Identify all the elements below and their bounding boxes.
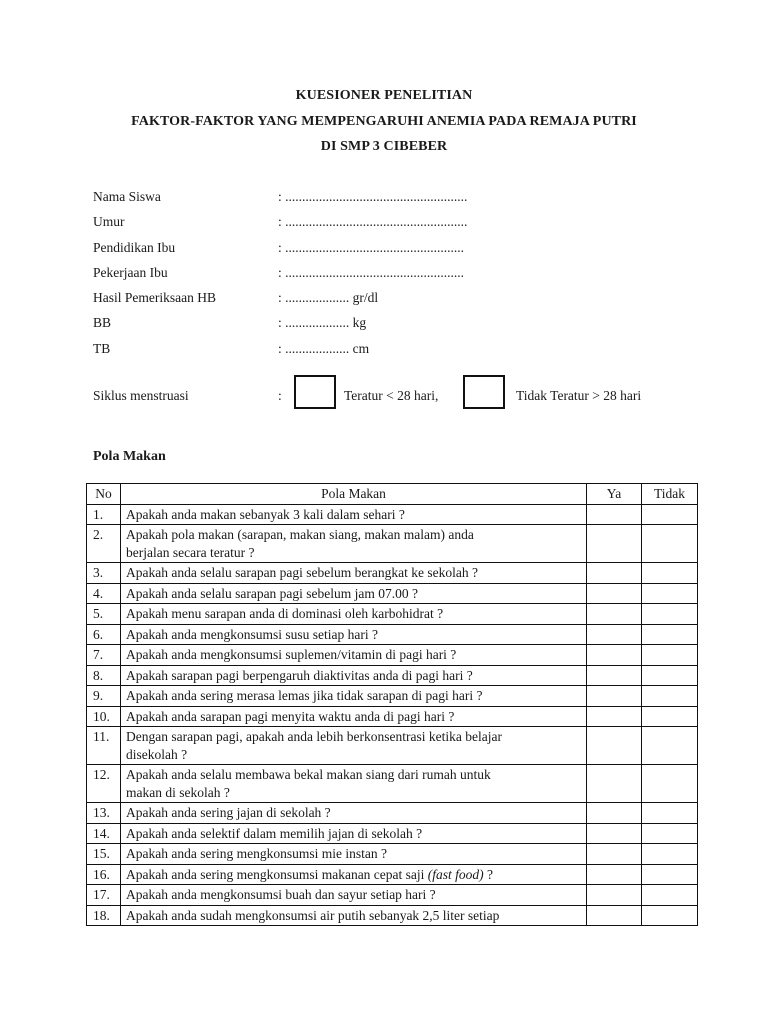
answer-ya-cell[interactable]	[587, 823, 642, 844]
header-tidak: Tidak	[642, 484, 698, 505]
question-text: Apakah anda sering jajan di sekolah ?	[121, 803, 587, 824]
question-text: Apakah anda mengkonsumsi buah dan sayur setiap hari ?	[121, 885, 587, 906]
question-text	[121, 864, 587, 885]
weight-field[interactable]: : ................... kg	[278, 315, 367, 331]
mother-occupation-field[interactable]: : .....................................................	[278, 264, 465, 280]
question-text: Apakah anda selalu sarapan pagi sebelum berangkat ke sekolah ?	[121, 563, 587, 584]
row-number: 3.	[87, 563, 121, 584]
table-row	[87, 823, 698, 844]
question-text	[121, 525, 587, 563]
question-emphasis: (fast food)	[427, 866, 484, 882]
answer-tidak-cell[interactable]	[642, 727, 698, 765]
answer-ya-cell[interactable]	[587, 864, 642, 885]
table-row	[87, 727, 698, 765]
irregular-checkbox[interactable]	[463, 375, 505, 409]
question-line: disekolah ?	[126, 746, 188, 762]
row-number: 4.	[87, 583, 121, 604]
answer-tidak-cell[interactable]	[642, 604, 698, 625]
table-row	[87, 765, 698, 803]
answer-tidak-cell[interactable]	[642, 645, 698, 666]
answer-ya-cell[interactable]	[587, 803, 642, 824]
table-row	[87, 583, 698, 604]
answer-tidak-cell[interactable]	[642, 803, 698, 824]
row-number: 1.	[87, 504, 121, 525]
table-row	[87, 624, 698, 645]
answer-tidak-cell[interactable]	[642, 563, 698, 584]
question-text: Apakah anda selalu sarapan pagi sebelum jam 07.00 ?	[121, 583, 587, 604]
answer-ya-cell[interactable]	[587, 604, 642, 625]
answer-ya-cell[interactable]	[587, 504, 642, 525]
question-text: Apakah anda makan sebanyak 3 kali dalam sehari ?	[121, 504, 587, 525]
question-line: makan di sekolah ?	[126, 784, 230, 800]
answer-tidak-cell[interactable]	[642, 583, 698, 604]
answer-ya-cell[interactable]	[587, 765, 642, 803]
answer-ya-cell[interactable]	[587, 665, 642, 686]
answer-ya-cell[interactable]	[587, 563, 642, 584]
field-label: TB	[93, 340, 111, 356]
answer-tidak-cell[interactable]	[642, 686, 698, 707]
question-text: Apakah menu sarapan anda di dominasi oleh karbohidrat ?	[121, 604, 587, 625]
table-row	[87, 525, 698, 563]
question-line: Apakah anda selalu membawa bekal makan siang dari rumah untuk	[126, 767, 491, 782]
question-text: Apakah sarapan pagi berpengaruh diaktivitas anda di pagi hari ?	[121, 665, 587, 686]
table-row	[87, 645, 698, 666]
colon: :	[278, 388, 282, 403]
table-row	[87, 504, 698, 525]
irregular-option-label: Tidak Teratur > 28 hari	[516, 388, 642, 403]
answer-tidak-cell[interactable]	[642, 504, 698, 525]
row-number: 8.	[87, 665, 121, 686]
answer-ya-cell[interactable]	[587, 645, 642, 666]
row-number: 13.	[87, 803, 121, 824]
answer-ya-cell[interactable]	[587, 905, 642, 926]
row-number: 16.	[87, 864, 121, 885]
table-row	[87, 905, 698, 926]
question-text: Apakah anda sering merasa lemas jika tidak sarapan di pagi hari ?	[121, 686, 587, 707]
age-field[interactable]: : ......................................................	[278, 214, 468, 230]
field-label: Hasil Pemeriksaan HB	[93, 290, 216, 306]
field-label: Umur	[93, 214, 125, 230]
question-text: Apakah anda mengkonsumsi suplemen/vitamin di pagi hari ?	[121, 645, 587, 666]
field-label: Pekerjaan Ibu	[93, 264, 168, 280]
answer-tidak-cell[interactable]	[642, 885, 698, 906]
answer-tidak-cell[interactable]	[642, 624, 698, 645]
row-number: 12.	[87, 765, 121, 803]
row-number: 2.	[87, 525, 121, 563]
question-text	[121, 765, 587, 803]
header-question: Pola Makan	[121, 484, 587, 505]
table-row	[87, 844, 698, 865]
mother-education-field[interactable]: : .....................................................	[278, 239, 465, 255]
answer-ya-cell[interactable]	[587, 706, 642, 727]
table-row	[87, 665, 698, 686]
table-row	[87, 686, 698, 707]
field-label: BB	[93, 315, 112, 331]
question-text: Apakah anda mengkonsumsi susu setiap hari ?	[121, 624, 587, 645]
regular-option-label: Teratur < 28 hari,	[344, 388, 439, 403]
question-line: berjalan secara teratur ?	[126, 544, 255, 560]
table-row	[87, 864, 698, 885]
answer-tidak-cell[interactable]	[642, 765, 698, 803]
diet-pattern-table	[86, 483, 698, 926]
answer-ya-cell[interactable]	[587, 583, 642, 604]
row-number: 9.	[87, 686, 121, 707]
row-number: 6.	[87, 624, 121, 645]
document-subtitle: FAKTOR-FAKTOR YANG MEMPENGARUHI ANEMIA PADA REMAJA PUTRI	[131, 114, 637, 129]
menstrual-cycle-row	[93, 374, 733, 412]
table-row	[87, 563, 698, 584]
question-text: Apakah anda sudah mengkonsumsi air putih sebanyak 2,5 liter setiap	[121, 905, 587, 926]
row-number: 14.	[87, 823, 121, 844]
height-field[interactable]: : ................... cm	[278, 340, 370, 356]
field-label: Nama Siswa	[93, 189, 161, 204]
table-row	[87, 885, 698, 906]
section-heading: Pola Makan	[93, 449, 166, 464]
document-title: KUESIONER PENELITIAN	[295, 88, 473, 103]
question-line: Apakah pola makan (sarapan, makan siang, makan malam) anda	[126, 527, 474, 542]
table-row	[87, 706, 698, 727]
menstrual-cycle-label: Siklus menstruasi	[93, 388, 189, 403]
header-no: No	[87, 484, 121, 505]
answer-tidak-cell[interactable]	[642, 905, 698, 926]
answer-tidak-cell[interactable]	[642, 823, 698, 844]
answer-ya-cell[interactable]	[587, 525, 642, 563]
table-header-row	[87, 484, 698, 505]
regular-checkbox[interactable]	[294, 375, 336, 409]
answer-ya-cell[interactable]	[587, 844, 642, 865]
field-label: Pendidikan Ibu	[93, 239, 176, 255]
table-row	[87, 604, 698, 625]
row-number: 17.	[87, 885, 121, 906]
hb-field[interactable]: : ................... gr/dl	[278, 290, 379, 306]
answer-ya-cell[interactable]	[587, 686, 642, 707]
answer-tidak-cell[interactable]	[642, 844, 698, 865]
row-number: 15.	[87, 844, 121, 865]
row-number: 11.	[87, 727, 121, 765]
question-text: Apakah anda sarapan pagi menyita waktu anda di pagi hari ?	[121, 706, 587, 727]
answer-ya-cell[interactable]	[587, 885, 642, 906]
question-text	[121, 727, 587, 765]
document-location: DI SMP 3 CIBEBER	[320, 139, 448, 154]
name-field[interactable]: : ......................................................	[278, 189, 468, 204]
answer-tidak-cell[interactable]	[642, 864, 698, 885]
question-text: Apakah anda sering mengkonsumsi mie instan ?	[121, 844, 587, 865]
answer-tidak-cell[interactable]	[642, 525, 698, 563]
question-line: Apakah anda sering mengkonsumsi makanan cepat saji	[126, 866, 425, 882]
question-text: Apakah anda selektif dalam memilih jajan di sekolah ?	[121, 823, 587, 844]
question-tail: ?	[483, 866, 494, 882]
row-number: 7.	[87, 645, 121, 666]
table-row	[87, 803, 698, 824]
row-number: 18.	[87, 905, 121, 926]
answer-ya-cell[interactable]	[587, 624, 642, 645]
row-number: 5.	[87, 604, 121, 625]
answer-tidak-cell[interactable]	[642, 706, 698, 727]
answer-ya-cell[interactable]	[587, 727, 642, 765]
row-number: 10.	[87, 706, 121, 727]
header-ya: Ya	[587, 484, 642, 505]
question-line: Dengan sarapan pagi, apakah anda lebih berkonsentrasi ketika belajar	[126, 729, 502, 744]
answer-tidak-cell[interactable]	[642, 665, 698, 686]
